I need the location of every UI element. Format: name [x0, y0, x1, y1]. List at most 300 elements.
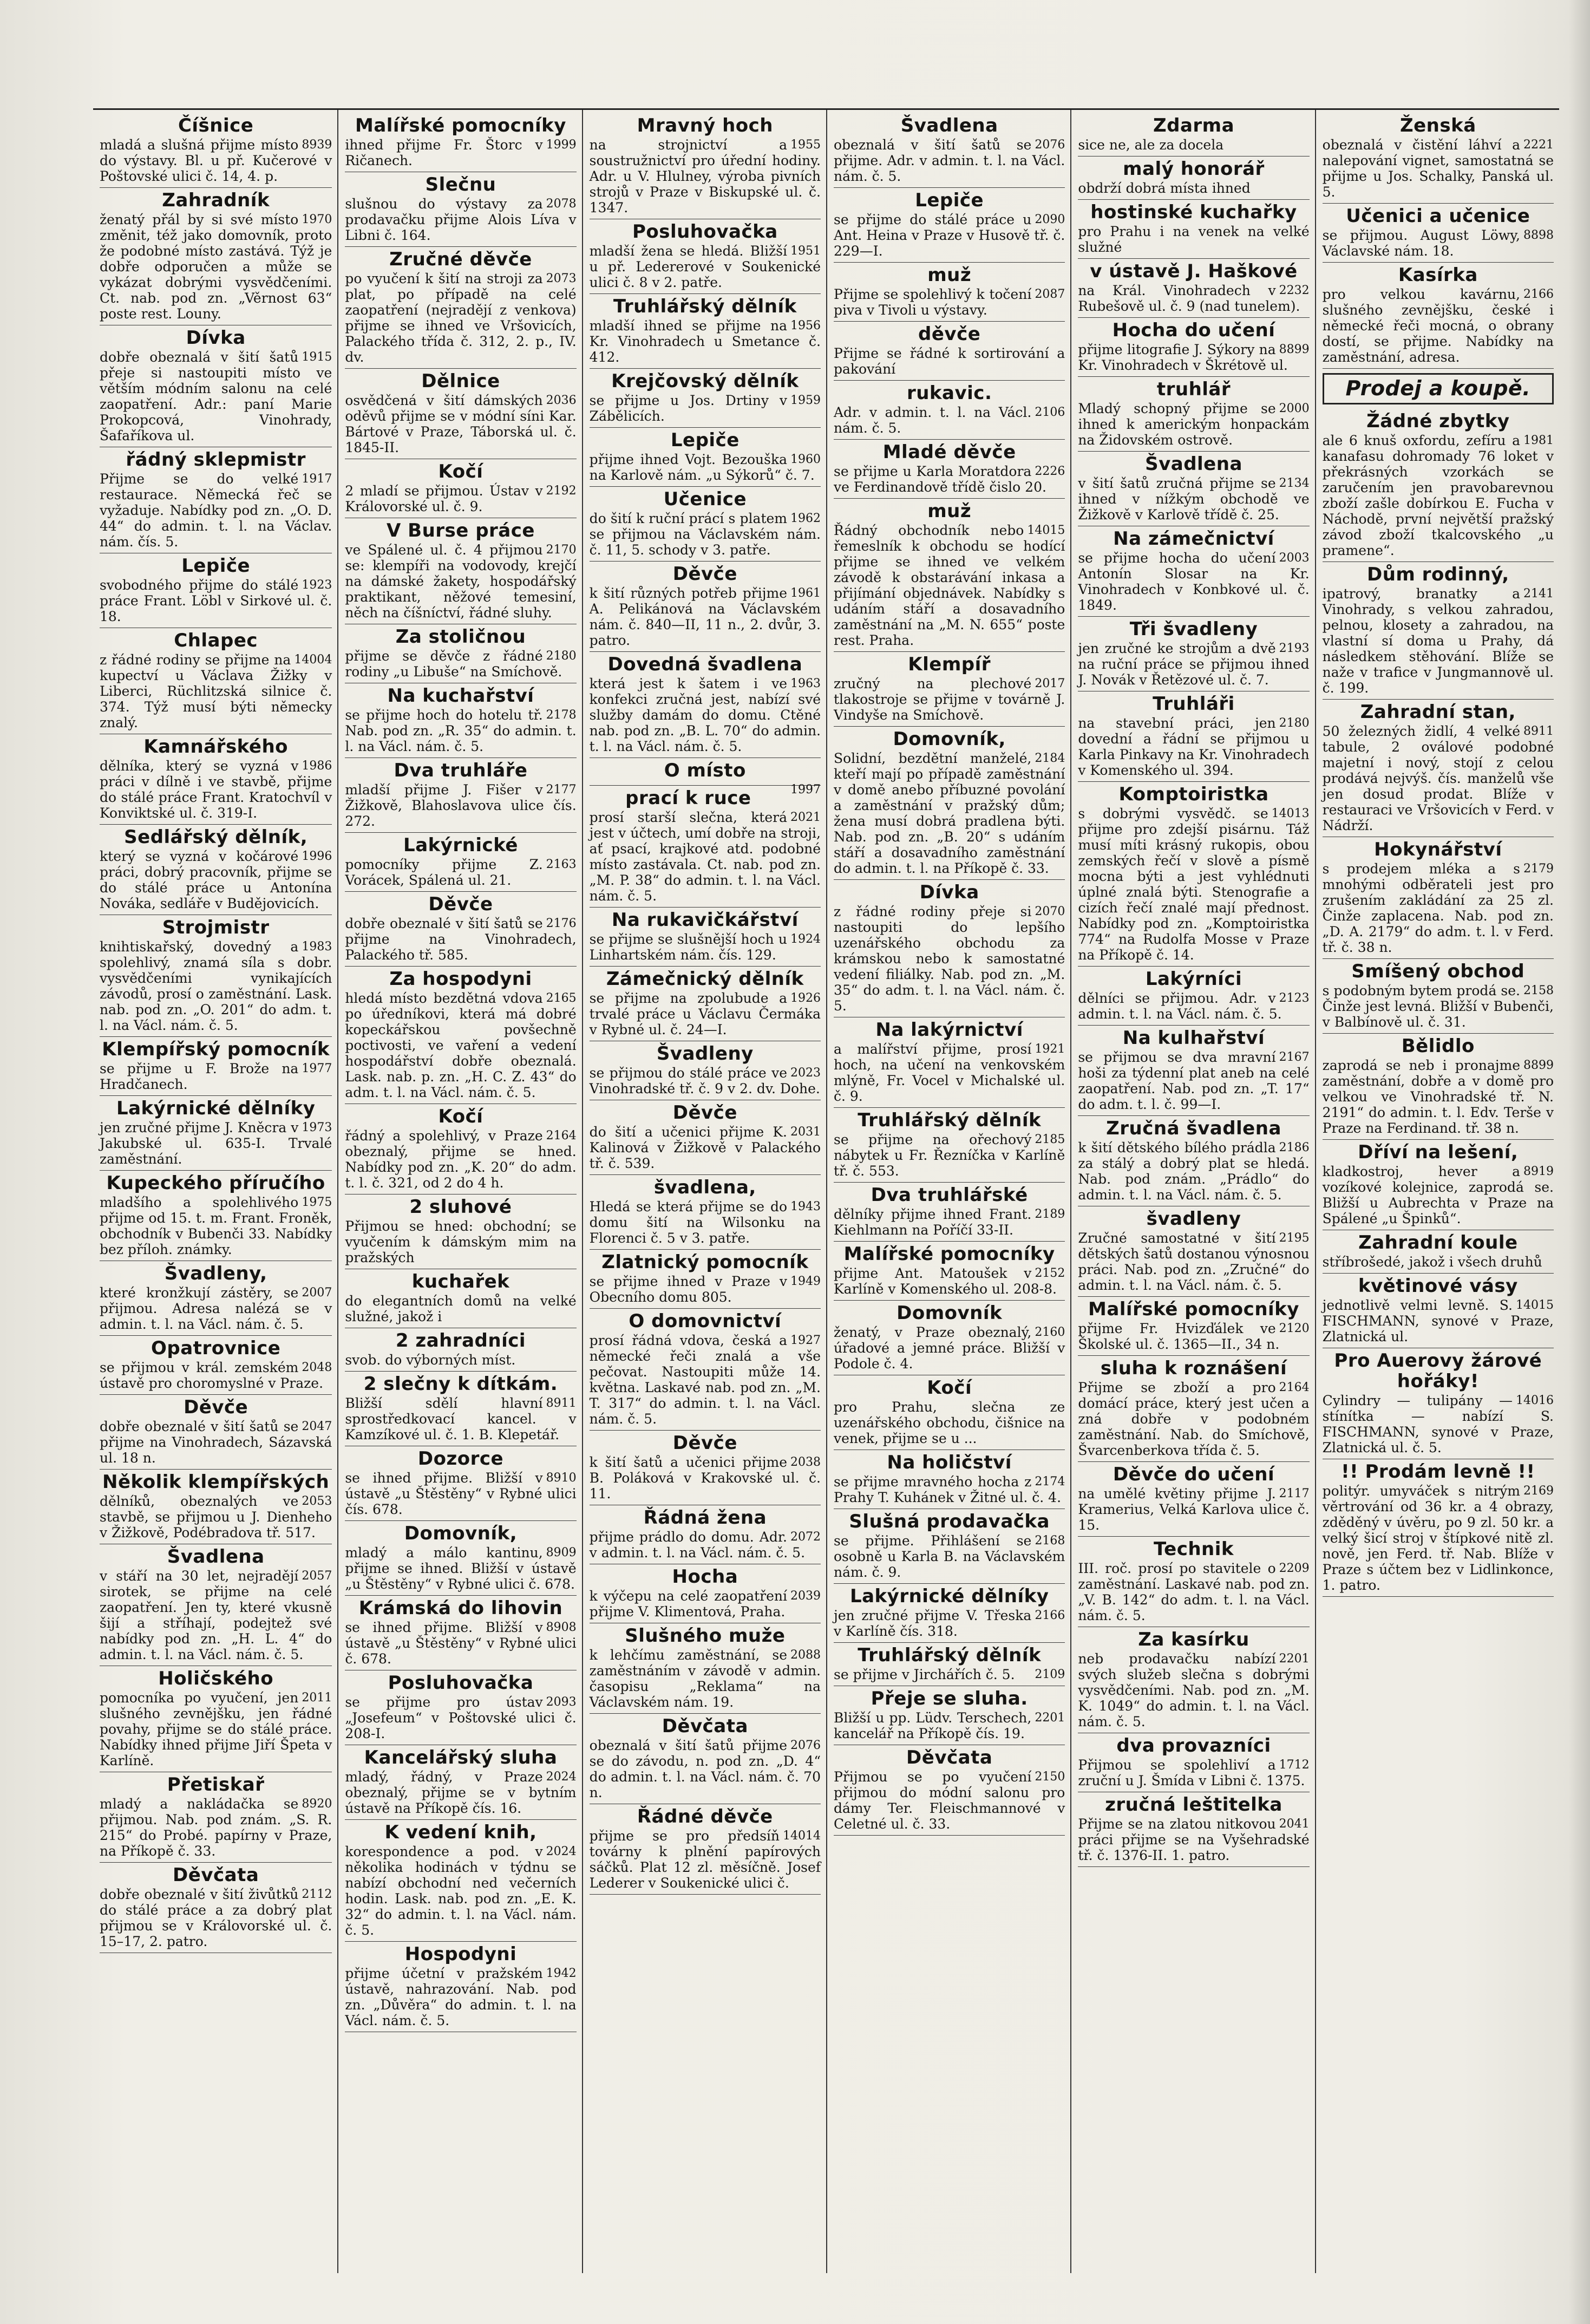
ad-body: [1078, 1140, 1309, 1203]
classified-ad: [590, 113, 821, 219]
ad-text: se přijme do stálé práce u Ant. Heina v Praze v Husově tř. č. 229—I.: [834, 212, 1065, 259]
classified-ad: [834, 263, 1065, 322]
ad-body: [834, 1474, 1065, 1505]
ad-number: 14015: [1027, 524, 1065, 537]
ad-text: k lehčímu zaměstnání, se zaměstnáním v závodě v admin. časopisu „Reklama“ na Václavském nám. 19.: [589, 1647, 821, 1710]
ad-number: 1926: [790, 991, 821, 1005]
ad-headline: Technik: [1153, 1538, 1234, 1560]
ad-text: do elegantních domů na velké služné, jakož i: [345, 1293, 577, 1324]
ad-body: [590, 1065, 821, 1096]
ad-text: Přijme se řádné k sortirování a pakování: [834, 345, 1065, 377]
classified-ad: [345, 1446, 576, 1521]
ad-headline: Tři švadleny: [1129, 618, 1258, 640]
ad-body: [1078, 1321, 1309, 1352]
ad-body: [590, 931, 821, 963]
ad-body: [590, 585, 821, 648]
ad-headline: Malířské pomocníky: [1088, 1298, 1299, 1320]
classified-ad: [345, 1596, 576, 1670]
ad-headline: Lakýrníci: [1145, 968, 1242, 990]
ad-text: na stavební práci, jen dovední a řádní se přijmou u Karla Pinkavy na Kr. Vinohradech v Komenského ul. 394.: [1078, 715, 1310, 778]
ad-text: Cylindry — tulipány — stínítka — nabízí S. FISCHMANN, synové v Praze, Zlatnická ul. č. 5.: [1322, 1393, 1554, 1455]
ad-headline: Dívka: [186, 327, 246, 349]
ad-text: dobře obeznalé v šití šatů se přijme na Vinohradech, Palackého tř. 585.: [345, 916, 577, 963]
classified-ad: [100, 1261, 332, 1336]
ad-headline: Strojmistr: [162, 917, 270, 938]
ad-headline: kuchařek: [411, 1271, 510, 1292]
ad-number: 2038: [790, 1455, 821, 1469]
ad-body: [1323, 861, 1554, 955]
classified-ad: [345, 172, 576, 247]
classified-ad: [100, 825, 332, 915]
ad-headline: Lakýrnické dělníky: [116, 1098, 316, 1119]
ad-headline: Švadleny: [656, 1043, 754, 1065]
ad-text: mladý a málo kantinu, přijme se ihned. Bližší v ústavě „u Štěstěny“ v Rybné ulici č. 678.: [345, 1545, 577, 1592]
ad-text: řádný a spolehlivý, v Praze obeznalý, přijme se hned. Nabídky pod zn. „K. 20“ do adm. t. l. č. 321, od 2 do 4 h.: [345, 1128, 577, 1191]
ad-text: ženatý přál by si své místo změnit, též jako domovník, proto že podobné místo zastává. Týž je dobře odporučen a může se vykázat dobrými vysvědčeními. Ct. nab. pod zn. „Věrnost 63“ poste rest. Louny.: [100, 212, 332, 322]
ad-body: [100, 212, 332, 322]
ad-body: [1323, 1297, 1554, 1344]
ad-headline: Za kasírku: [1138, 1629, 1249, 1650]
classified-ad: [590, 1505, 821, 1564]
ad-number: 1996: [302, 850, 332, 863]
ad-headline: Malířské pomocníky: [355, 115, 566, 136]
ad-body: [834, 676, 1065, 723]
classified-ad: [834, 381, 1065, 440]
classified-ad: [1078, 1537, 1309, 1627]
ad-body: [345, 1844, 576, 1938]
ad-text: který se vyzná v kočárové práci, dobrý pracovník, přijme se do stálé práce u Antonína Nováka, sedláře v Budějovicích.: [100, 848, 332, 911]
ad-headline: Smíšený obchod: [1351, 961, 1525, 982]
ad-body: [345, 1769, 576, 1816]
ad-body: [345, 483, 576, 514]
ad-number: 2017: [1035, 677, 1065, 690]
ad-headline: Chlapec: [174, 630, 258, 651]
ad-number: 2158: [1523, 984, 1554, 997]
ad-body: [590, 1738, 821, 1800]
classified-ad: [590, 1041, 821, 1100]
ad-text: obeznalá v čistění láhví a nalepování vignet, samostatná se přijme u Jos. Schalky, Panská ul. 5.: [1322, 137, 1554, 200]
classified-ad: [345, 1521, 576, 1596]
ad-number: 2047: [302, 1420, 332, 1433]
ad-body: [100, 1690, 332, 1768]
ad-number: 2024: [546, 1770, 577, 1784]
ad-text: Přijmou se po vyučení přijmou do módní salonu pro dámy Ter. Fleischmannové v Celetné ul. č. 33.: [834, 1769, 1065, 1832]
ad-text: Bližší u pp. Lüdv. Terschech, kancelář na Příkopě čís. 19.: [834, 1710, 1032, 1741]
ad-headline: Děvče: [672, 1432, 737, 1454]
ad-headline: Zahradník: [162, 190, 270, 211]
ad-headline: Dva truhláře: [394, 760, 528, 781]
ad-number: 1923: [302, 578, 332, 592]
classified-ad: [1078, 526, 1309, 617]
ad-body: [1078, 180, 1309, 196]
ad-headline: Na holičství: [887, 1452, 1012, 1473]
ad-number: 1960: [790, 453, 821, 466]
ad-number: 2163: [546, 858, 577, 871]
ad-text: jen zručné přijme V. Třeska v Karlíně čís. 318.: [834, 1608, 1032, 1639]
ad-headline: Zručná švadlena: [1106, 1118, 1281, 1139]
ad-text: ale 6 knuš oxfordu, zefíru a kanafasu dohromady 76 loket v překrásných vzorkách se zaručením jen pravobarevnou zboží zašle dobírkou E. Fucha v Náchodě, první největší pražský závod zboží tkalcovského „u pramene“.: [1322, 433, 1554, 558]
ad-number: 8920: [302, 1797, 332, 1811]
ad-body: [834, 1265, 1065, 1297]
ad-headline: Děvčata: [173, 1864, 259, 1886]
ad-text: Zručné samostatné v šití dětských šatů dostanou výnosnou práci. Nab. pod zn. „Zručné“ do admin. t. l. na Václ. nám. č. 5.: [1078, 1230, 1310, 1293]
ad-number: 2193: [1279, 642, 1310, 655]
ad-body: [1078, 224, 1309, 255]
ad-body: [590, 1647, 821, 1710]
classified-ad: [100, 325, 332, 447]
ad-body: [100, 1493, 332, 1540]
classified-ad: [834, 1584, 1065, 1643]
ad-body: [590, 1274, 821, 1305]
ad-text: která jest k šatem i ve konfekci zručná jest, nabízí své služby damám do domu. Ctěné nab. pod zn. „B. L. 70“ do admin. t. l. na Václ. nám. č. 5.: [589, 676, 821, 754]
ad-body: [345, 1218, 576, 1265]
ad-headline: Za stoličnou: [395, 626, 526, 648]
ad-body: [100, 1419, 332, 1466]
classified-ad: [1323, 562, 1554, 700]
ad-text: v stáří na 30 let, nejradějí sirotek, se přijme na celé zaopatření. Jen ty, které vkusně šijí a stříhají, podejtež své nabídky pod zn. „H. L. 4“ do admin. t. l. na Václ. nám. č. 5.: [100, 1568, 332, 1662]
ad-headline: Slušného muže: [625, 1625, 786, 1647]
ad-body: [834, 1132, 1065, 1179]
ad-number: 8911: [546, 1396, 577, 1410]
ad-number: 2201: [1279, 1652, 1310, 1666]
ad-body: [345, 1352, 576, 1368]
ad-body: [834, 1041, 1065, 1104]
ad-body: [100, 1120, 332, 1167]
classified-ad: [1323, 409, 1554, 562]
classified-ad: [834, 188, 1065, 263]
ad-number: 1955: [790, 138, 821, 152]
ad-body: [345, 196, 576, 243]
ad-body: [100, 1360, 332, 1391]
ad-number: 2007: [302, 1286, 332, 1300]
ad-text: se přijmou do stálé práce ve Vinohradské tř. č. 9 v 2. dv. Dohe.: [589, 1065, 820, 1096]
ad-body: [834, 404, 1065, 436]
ad-number: 8898: [1523, 229, 1554, 242]
ad-number: 2109: [1035, 1668, 1065, 1681]
classified-ad: [100, 1096, 332, 1171]
ad-headline: muž: [927, 500, 972, 522]
ad-number: 2003: [1279, 551, 1310, 565]
classified-ad: [834, 1375, 1065, 1450]
ad-headline: Švadleny,: [164, 1263, 267, 1284]
ad-number: 2167: [1279, 1050, 1310, 1064]
ad-number: 1942: [546, 1967, 577, 1980]
classified-ad: [100, 1470, 332, 1544]
ad-number: 2165: [546, 991, 577, 1005]
ad-text: dobře obeznalé v šití šatů se přijme na Vinohradech, Sázavská ul. 18 n.: [100, 1419, 332, 1466]
classified-ad: [834, 880, 1065, 1017]
classified-ad: [590, 1250, 821, 1309]
ad-body: [590, 318, 821, 365]
ad-text: na Král. Vinohradech v Rubešově ul. č. 9 (nad tunelem).: [1078, 283, 1300, 314]
ad-headline: O domovnictví: [629, 1310, 782, 1332]
ad-body: [100, 1285, 332, 1332]
classified-ad: [100, 553, 332, 628]
classified-ad: [345, 1670, 576, 1745]
ad-headline: Domovník,: [893, 728, 1006, 750]
page-edge-shadow: [1568, 0, 1590, 2324]
ad-number: 2048: [302, 1361, 332, 1374]
ad-text: se přijmou v král. zemském ústavě pro choromyslné v Praze.: [100, 1360, 324, 1391]
ad-number: 2166: [1523, 288, 1554, 301]
ad-number: 2176: [546, 917, 577, 930]
ad-headline: Zdarma: [1153, 115, 1235, 136]
ad-number: 2192: [546, 484, 577, 498]
ad-text: Mladý schopný přijme se ihned k americkým honpackám na Židovském ostrově.: [1078, 401, 1310, 448]
ad-column-1: [93, 110, 337, 2273]
classified-ad: [345, 758, 576, 833]
classified-ad: [590, 487, 821, 562]
ad-number: 1975: [302, 1196, 332, 1209]
classified-ad: [1323, 1348, 1554, 1459]
ad-headline: Kasírka: [1398, 264, 1478, 286]
ad-number: 1924: [790, 932, 821, 946]
ad-number: 2169: [1523, 1484, 1554, 1498]
ad-text: hledá místo bezdětná vdova po úředníkovi, která má dobré kopeckářskou povšechně poctivosti, ve vaření a vedení hospodářství dobře obeznalá. Lask. nab. p. zn. „H. C. Z. 43“ do adm. t. l. na Václ. nám. č. 5.: [345, 990, 577, 1100]
ad-body: [1078, 1486, 1309, 1533]
ad-text: stříbrošedé, jakož i všech druhů: [1322, 1254, 1542, 1270]
ad-text: korespondence a pod. v několika hodinách v týdnu se nabízí obchodní ned večerních hodin. Lask. nab. pod zn. „E. K. 32“ do admin. t. l. na Václ. nám. č. 5.: [345, 1844, 577, 1938]
ad-body: [345, 1694, 576, 1741]
classified-ad: [590, 1100, 821, 1175]
ad-body: [834, 212, 1065, 259]
ad-headline: Děvče: [672, 563, 737, 585]
ad-headline: Kočí: [927, 1377, 972, 1399]
ad-number: 2057: [302, 1569, 332, 1583]
classified-ad: [590, 1309, 821, 1431]
ad-headline: !! Prodám levně !!: [1341, 1461, 1535, 1483]
ad-text: na umělé květiny přijme J. Kramerius, Velká Karlova ulice č. 15.: [1078, 1486, 1310, 1533]
ad-number: 2039: [790, 1589, 821, 1603]
ad-number: 2106: [1035, 406, 1065, 419]
ad-headline: Klempířský pomocník: [102, 1039, 330, 1060]
classified-ad: [345, 369, 576, 459]
ad-text: Přijmou se hned: obchodní; se vyučením k dámským mim na pražských: [345, 1218, 577, 1265]
classified-ad: [345, 967, 576, 1104]
ad-body: [1078, 475, 1309, 523]
ad-text: mladší přijme J. Fišer v Žižkově, Blahoslavova ulice čís. 272.: [345, 782, 577, 829]
ad-column-3: [582, 110, 826, 2273]
classified-ad: [834, 1643, 1065, 1686]
classified-ad: [834, 1745, 1065, 1836]
ad-headline: Švadlena: [167, 1546, 265, 1568]
ad-headline: Truhlářský dělník: [613, 296, 797, 317]
ad-number: 2087: [1035, 288, 1065, 301]
ad-text: se ihned přijme. Bližší v ústavě „u Štěstěny“ v Rybné ulici čís. 678.: [345, 1470, 577, 1517]
ad-body: [1323, 983, 1554, 1030]
ad-body: [1078, 401, 1309, 448]
ad-text: přijme Fr. Hvizďálek ve Školské ul. č. 1365—II., 34 n.: [1078, 1321, 1280, 1352]
ad-headline: Kočí: [438, 1106, 483, 1127]
ad-body: [1323, 137, 1554, 200]
ad-number: 1956: [790, 319, 821, 332]
ad-body: [1323, 1164, 1554, 1226]
ad-number: 8909: [546, 1546, 577, 1559]
classified-ad: [345, 624, 576, 683]
ad-number: 2093: [546, 1695, 577, 1709]
classified-ad: [834, 1450, 1065, 1509]
ad-body: [1078, 550, 1309, 613]
classified-ad: [834, 1108, 1065, 1183]
ad-headline: Lepiče: [181, 555, 251, 577]
ad-body: [1078, 1380, 1309, 1458]
ad-text: dobře obeznalé v šití živůtků do stálé práce a za dobrý plat přijmou se v Královorské ul. č. 15–17, 2. patro.: [100, 1886, 332, 1949]
ad-number: 8911: [1523, 724, 1554, 738]
ad-headline: 2 zahradníci: [395, 1330, 526, 1352]
ad-number: 8939: [302, 138, 332, 152]
ad-headline: Holičského: [158, 1668, 274, 1689]
ad-body: [100, 1061, 332, 1092]
ad-number: 1963: [790, 677, 821, 690]
ad-headline: Kamnářského: [143, 736, 289, 758]
ad-text: se přijme na zpolubude a trvalé práce u Václavu Čermáka v Rybné ul. č. 24—I.: [589, 990, 821, 1037]
ad-number: 2117: [1279, 1487, 1310, 1500]
classified-ad: [590, 219, 821, 294]
ad-body: [1078, 806, 1309, 963]
ad-text: z řádné rodiny se přijme na kupectví u Václava Žižky v Liberci, Rüchlitzská silnice č. 374. Týž musí býti německy znalý.: [100, 652, 332, 730]
ad-headline: Učenici a učenice: [1346, 205, 1530, 227]
ad-text: zručný na plechové tlakostroje se přijme v továrně J. Vindyše na Smíchově.: [834, 676, 1065, 723]
ad-headline: Posluhovačka: [388, 1672, 534, 1694]
ad-headline: truhlář: [1156, 378, 1231, 400]
classified-ad: [345, 892, 576, 967]
ad-headline: Domovník,: [404, 1523, 518, 1544]
ad-body: [1323, 1254, 1554, 1270]
ad-body: [345, 1545, 576, 1592]
ad-body: [345, 1966, 576, 2028]
ad-text: ihned přijme Fr. Štorc v Ričanech.: [345, 137, 543, 168]
ad-number: 2201: [1035, 1711, 1065, 1725]
ad-body: [834, 750, 1065, 876]
ad-headline: Za hospodyni: [389, 968, 532, 990]
ad-number: 1977: [302, 1062, 332, 1075]
classified-ad: [100, 113, 332, 188]
ad-text: sice ne, ale za docela: [1078, 137, 1224, 153]
ad-text: ipatrový, branatky a Vinohrady, s velkou zahradou, pelnou, klosety a zahradou, na vlastní sí doma u Prahy, dá následkem stěhování. Blíže se naže v trafice v Jungmannově ul. č. 199.: [1322, 586, 1554, 696]
ad-text: přijme ihned Vojt. Bezouška na Karlově nám. „u Sýkorů“ č. 7.: [589, 452, 815, 483]
ad-text: dobře obeznalá v šití šatů přeje si nastoupiti místo ve větším módním salonu na celé zaopatření. Adr.: paní Marie Prokopcová, Vinohrady, Šafaříkova ul.: [100, 349, 332, 443]
ad-number: 2134: [1279, 476, 1310, 490]
ad-headline: Lakýrnické dělníky: [849, 1585, 1049, 1607]
ad-text: svob. do výborných míst.: [345, 1352, 516, 1368]
ad-body: [590, 1588, 821, 1620]
ad-text: knihtiskařský, dovedný a spolehlivý, znamá síla s dobr. vysvědčeními vynikajících závodů, prosí o zaměstnání. Lask. nab. pod zn. „O. 201“ do adm. t. l. na Václ. nám. č. 5.: [100, 939, 332, 1033]
ad-text: do šití a učenici přijme K. Kalinová v Žižkově v Palackého tř. č. 539.: [589, 1124, 821, 1171]
ad-text: se přijmou se dva mravní hoši za týdenní plat aneb na celé zaopatření. Nab. pod zn. „T. 17“ do adm. t. l. č. 99—I.: [1078, 1049, 1310, 1112]
ad-number: 1999: [546, 138, 577, 152]
ad-text: z řádné rodiny přeje si nastoupiti do lepšího uzenářského obchodu za krámskou nebo k samostatné vedení filiálky. Nab. pod zn. „M. 35“ do adm. t. l. na Václ. nám. č. 5.: [834, 904, 1065, 1014]
classified-ad: [1078, 259, 1309, 318]
classified-ad: [834, 322, 1065, 381]
classified-ad: [834, 727, 1065, 880]
ad-text: přijme se děvče z řádné rodiny „u Libuše“ na Smíchově.: [345, 648, 562, 680]
ad-text: III. roč. prosí po stavitele o zaměstnání. Laskavé nab. pod zn. „V. B. 142“ do adm. t. l. na Václ. nám. č. 5.: [1078, 1561, 1310, 1623]
classified-ad: [1078, 1297, 1309, 1356]
ad-body: [1078, 641, 1309, 688]
ad-headline: Švadlena: [900, 115, 998, 136]
classified-ad: [834, 499, 1065, 652]
classified-ad: [345, 113, 576, 172]
classified-ad: [1078, 1733, 1309, 1792]
ad-headline: Zručné děvče: [389, 249, 532, 270]
ad-number: 2164: [546, 1129, 577, 1143]
ad-body: [1078, 1230, 1309, 1293]
ad-headline: Zahradní koule: [1358, 1232, 1518, 1254]
classified-ad: [834, 652, 1065, 727]
ad-headline: švadlena,: [653, 1177, 756, 1198]
ad-headline: děvče: [918, 323, 981, 345]
ad-headline: Zahradní stan,: [1360, 701, 1516, 723]
ad-number: 2186: [1279, 1141, 1310, 1154]
ad-number: 2170: [546, 543, 577, 557]
ad-number: 14016: [1516, 1394, 1554, 1407]
ad-headline: Krámská do lihovin: [358, 1597, 563, 1619]
ad-number: 2088: [790, 1648, 821, 1662]
ad-text: mladšího a spolehlivého přijme od 15. t. m. Frant. Froněk, obchodník v Bubenči 33. Nabídky bez příloh. známky.: [100, 1194, 332, 1257]
ad-headline: Pro Auerovy žárové hořáky!: [1334, 1350, 1542, 1392]
ad-headline: švadleny: [1146, 1208, 1241, 1230]
ad-body: [1078, 1757, 1309, 1788]
ad-column-6: [1315, 110, 1559, 2273]
ad-text: 50 železných židlí, 4 velké tabule, 2 oválové podobné majetní i nový, stojí z celou prodává nejvýš. čís. manželů vše jen dosud prodat. Blíže v restauraci ve Vršovicích v Ferd. v Nádrží.: [1322, 723, 1554, 833]
ad-headline: Truhláři: [1153, 693, 1235, 715]
ad-body: [345, 990, 576, 1100]
ad-headline: Děvče: [672, 1102, 737, 1124]
classified-ad: [590, 1804, 821, 1895]
classified-ad: [590, 428, 821, 487]
classified-ad: [1323, 1140, 1554, 1230]
ad-headline: Hocha: [672, 1566, 738, 1588]
ad-number: 2078: [546, 197, 577, 211]
classified-ad: [1078, 1206, 1309, 1297]
ad-headline: Klempíř: [908, 654, 991, 675]
ad-number: 2180: [546, 649, 577, 663]
ad-number: 14014: [783, 1829, 821, 1843]
ad-text: pomocníka po vyučení, jen slušného zevnějšku, jen řádné povahy, přijme se do stálé práce. Nabídky ihned přijme Jiří Špeta v Karlíně.: [100, 1690, 332, 1768]
ad-text: se ihned přijme. Bližší v ústavě „u Štěstěny“ v Rybné ulici č. 678.: [345, 1620, 577, 1667]
ad-headline: květinové vásy: [1358, 1275, 1518, 1297]
ad-headline: 2 sluhové: [409, 1196, 512, 1218]
ad-body: [590, 1124, 821, 1171]
ad-headline: Děvčata: [906, 1747, 993, 1768]
ad-text: ve Spálené ul. č. 4 přijmou se: klempíři na vodovody, krejčí na dámské žakety, hospodářský praktikant, něžové temesiní, něch na číšníctví, řádné sluhy.: [345, 542, 577, 621]
ad-column-4: [826, 110, 1070, 2273]
ad-body: [100, 758, 332, 821]
classified-ad: [1323, 113, 1554, 204]
ad-body: [834, 1769, 1065, 1832]
ad-body: [345, 542, 576, 621]
ad-headline: Švadlena: [1145, 453, 1242, 475]
ad-text: Solidní, bezdětní manželé, kteří mají po případě zaměstnání v domě anebo příbuzné povolání a zaměstnání v pražský dům; žena musí dobrá pradlena býti. Nab. pod zn. „B. 20“ s udáním stáří a dosavadního zaměstnání do admin. t. l. na Příkopě č. 33.: [834, 750, 1065, 876]
ad-text: Hledá se která přijme se do domu šití na Wilsonku na Florenci č. 5 v 3. patře.: [589, 1199, 821, 1246]
classified-ad: [834, 1183, 1065, 1242]
ad-number: 1981: [1523, 434, 1554, 447]
ad-text: prosí starší slečna, která jest v účtech, umí dobře na stroji, ať psací, krajkové atd. podobné místo zastávala. Ct. nab. pod zn. „M. P. 38“ do admin. t. l. na Václ. nám. č. 5.: [589, 810, 821, 904]
ad-number: 1983: [302, 940, 332, 954]
classified-ad: [590, 562, 821, 652]
ad-headline: Kočí: [438, 461, 483, 482]
ad-body: [345, 707, 576, 754]
ad-body: [345, 137, 576, 168]
classified-ad: [100, 1037, 332, 1096]
ad-body: [100, 848, 332, 911]
ad-body: [834, 1710, 1065, 1741]
ad-text: k šití šatů a učenici přijme B. Poláková v Krakovské ul. č. 11.: [589, 1454, 821, 1502]
ad-body: [345, 782, 576, 829]
ad-text: Přijme se do velké restaurace. Německá řeč se vyžaduje. Nabídky pod zn. „O. D. 44“ do admin. t. l. na Václav. nám. čís. 5.: [100, 471, 332, 550]
classified-ad: [1078, 1462, 1309, 1537]
classified-ad: [1078, 782, 1309, 967]
